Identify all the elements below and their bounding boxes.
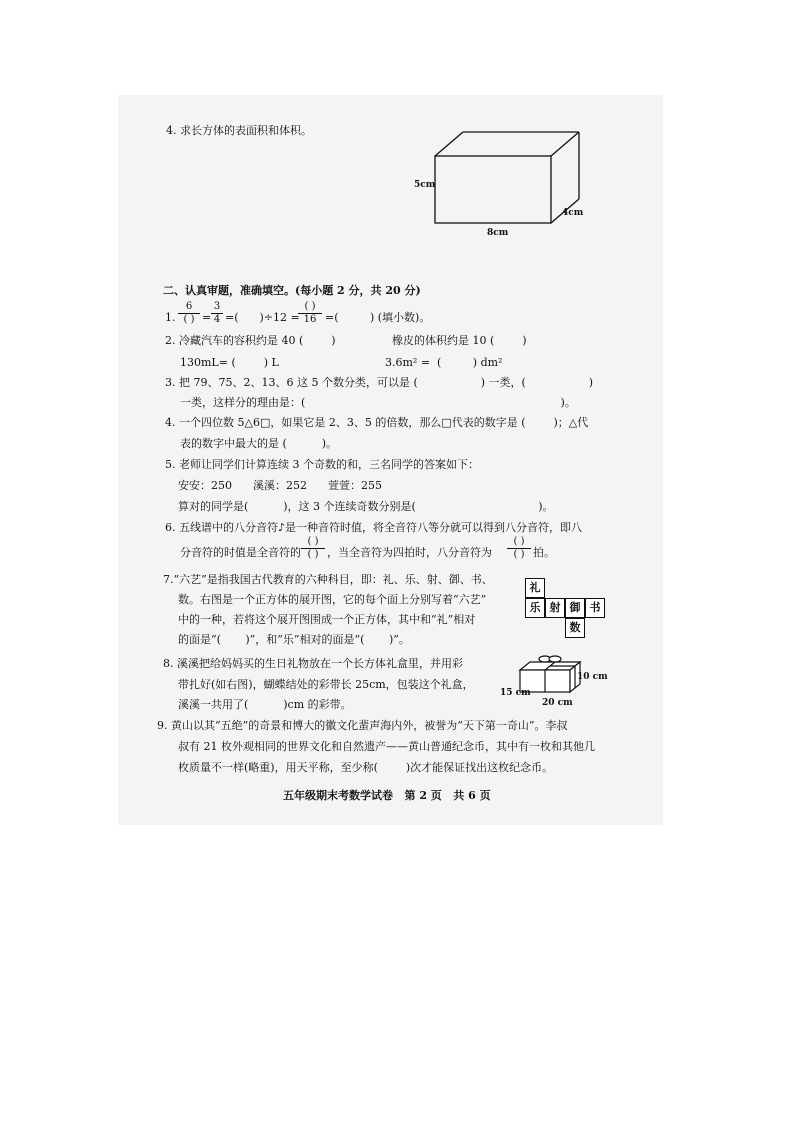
net-face-she: 射 [545,598,565,618]
q2-line1b: 橡皮的体积约是 10 ( ) [392,334,527,347]
q8-line3: 溪溪一共用了( )cm 的彩带。 [178,698,352,711]
q7-line2: 数。右图是一个正方体的展开图，它的每个面上分别写着“六艺” [178,593,487,606]
q5-line3: 算对的同学是( )，这 3 个连续奇数分别是( )。 [178,500,554,513]
q6-fraction-1: ( ) ( ) [301,536,325,561]
q3-line2: 一类，这样分的理由是：( )。 [180,396,576,409]
cuboid-width-label: 8cm [487,228,509,238]
page-footer: 五年级期末考数学试卷 第 2 页 共 6 页 [283,789,491,802]
q1-fraction-2: 3 4 [211,301,223,326]
q9-line1: 9. 黄山以其“五绝”的奇景和博大的徽文化蜚声海内外，被誉为“天下第一奇山”。李叔 [157,719,568,732]
cuboid-height-label: 5cm [414,180,436,190]
q6-fraction-2: ( ) ( ) [507,536,531,561]
q1-middle: =( )÷12 = [225,311,300,324]
q7-line3: 中的一种，若将这个展开图围成一个正方体，其中和“礼”相对 [178,613,476,626]
gift-width-label: 20 cm [542,698,573,708]
net-face-yue: 乐 [525,598,545,618]
q5-line2: 安安：250 溪溪：252 萱萱：255 [178,479,382,492]
q2-line2a: 130mL= ( ) L [180,356,279,369]
q1-fraction-3: ( ) 16 [298,301,322,326]
q4b-line2: 表的数字中最大的是 ( )。 [180,437,338,450]
q2-line2b: 3.6m² = ( ) dm² [385,356,503,369]
net-face-li: 礼 [525,578,545,598]
q5-line1: 5. 老师让同学们计算连续 3 个奇数的和，三名同学的答案如下： [165,458,479,471]
net-face-shu2: 数 [565,618,585,638]
q8-line1: 8. 溪溪把给妈妈买的生日礼物放在一个长方体礼盒里，并用彩 [163,657,463,670]
q4-label: 4. 求长方体的表面积和体积。 [166,124,312,137]
q1-equals: = [202,311,212,324]
section-title: 二、认真审题，准确填空。(每小题 2 分，共 20 分) [163,284,421,297]
q7-line4: 的面是“( )”，和“乐”相对的面是“( )”。 [178,633,410,646]
q2-line1a: 2. 冷藏汽车的容积约是 40 ( ) [165,334,336,347]
q7-line1: 7.“六艺”是指我国古代教育的六种科目，即：礼、乐、射、御、书、 [163,573,493,586]
gift-depth-label: 15 cm [500,688,531,698]
q3-line1: 3. 把 79、75、2、13、6 这 5 个数分类，可以是 ( ) 一类，( ) [165,376,593,389]
q8-line2: 带扎好(如右图)，蝴蝶结处的彩带长 25cm，包装这个礼盒， [178,678,474,691]
q6-line2b: ，当全音符为四拍时，八分音符为 [327,546,492,559]
q4b-line1: 4. 一个四位数 5△6□，如果它是 2、3、5 的倍数，那么□代表的数字是 ( )；△代 [165,416,589,429]
q1-number: 1. [165,311,176,324]
q9-line2: 叔有 21 枚外观相同的世界文化和自然遗产——黄山普通纪念币，其中有一枚和其他几 [178,740,595,753]
q9-line3: 枚质量不一样(略重)，用天平称，至少称( )次才能保证找出这枚纪念币。 [178,761,554,774]
cuboid-figure [410,128,600,238]
q6-line2a: 分音符的时值是全音符的 [180,546,301,559]
q6-line2c: 拍。 [533,546,555,559]
cuboid-depth-label: 4cm [562,208,584,218]
gift-height-label: 10 cm [577,672,608,682]
net-face-shu: 书 [585,598,605,618]
q1-fraction-1: 6 ( ) [178,301,200,326]
q6-line1: 6. 五线谱中的八分音符♪是一种音符时值，将全音符八等分就可以得到八分音符，即八 [165,521,583,534]
q1-tail: =( ) (填小数)。 [325,311,431,324]
net-face-yu: 御 [565,598,585,618]
